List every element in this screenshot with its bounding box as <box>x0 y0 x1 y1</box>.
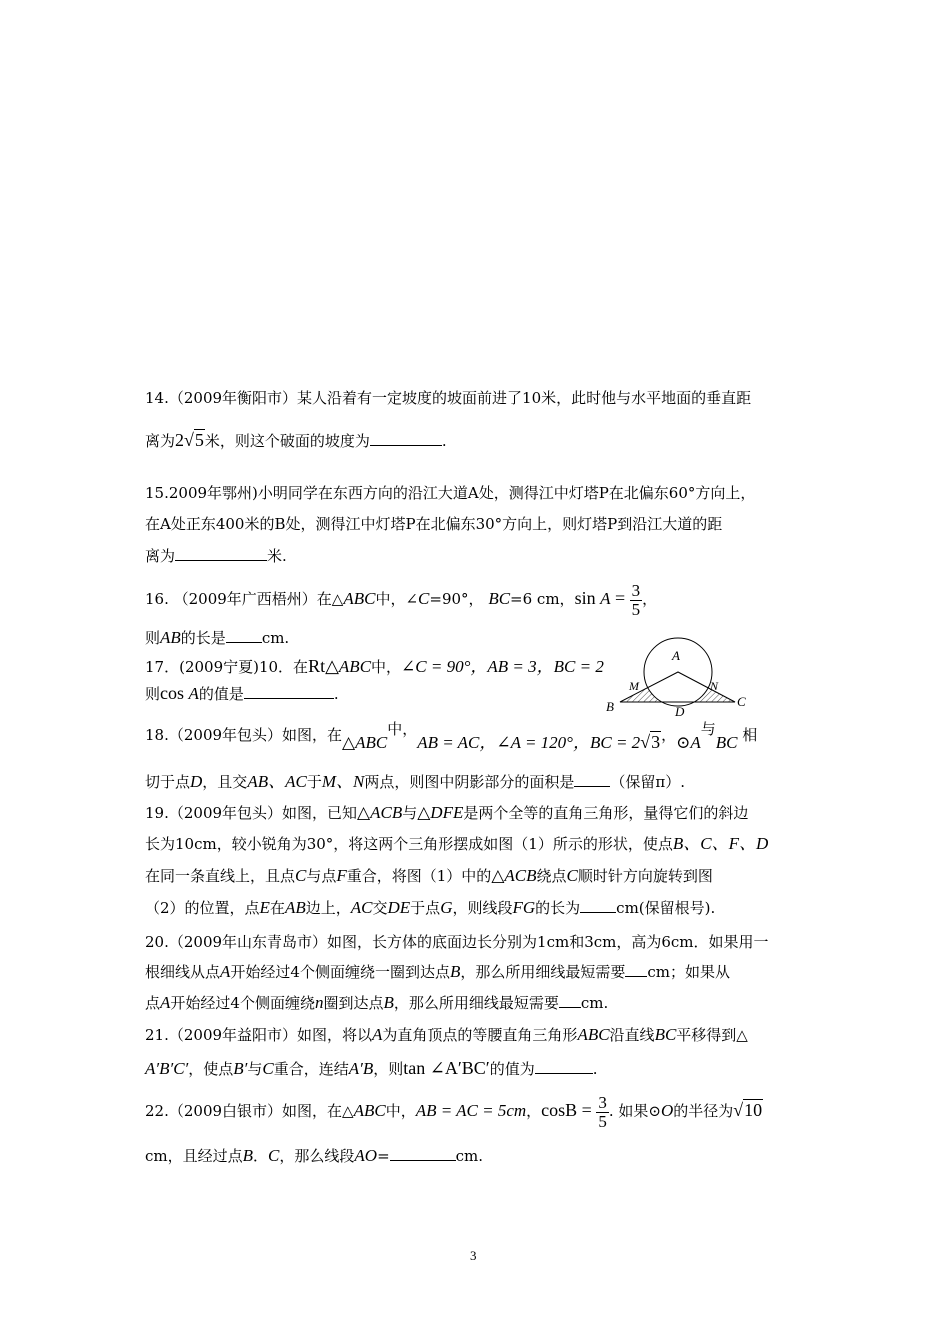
q21-text-2b: 与 <box>247 1060 263 1078</box>
q20-line3 <box>145 993 608 1013</box>
q19-jiao: 交 <box>372 899 388 917</box>
q19-text-2a: 长为10cm，较小锐角为30°，将这两个三角形摆成如图（1）所示的形状，使点 <box>145 835 673 853</box>
q18-text-2c: 于 <box>306 773 322 791</box>
q17-line1 <box>145 656 604 677</box>
q18-sqrt: √3 <box>640 732 661 752</box>
q18-mn: M、N <box>321 772 365 791</box>
q14-line1 <box>145 388 751 408</box>
q20-text-2c: ，那么所用细线最短需要 <box>460 963 626 981</box>
q20-text-2d: cm；如果从 <box>647 963 730 981</box>
q19-ab: AB <box>284 898 306 917</box>
q17-answer-blank <box>244 684 334 699</box>
q22-numerator: 3 <box>598 1092 607 1112</box>
q15-text-3b: 米. <box>267 547 287 565</box>
q22-text-2a: cm，且经过点 <box>145 1147 243 1165</box>
q22-sep: ， <box>526 1102 542 1120</box>
q18-text-2e: （保留π）. <box>610 773 685 791</box>
q16-ab: AB <box>160 628 181 647</box>
q17-angle-condition: ∠C = 90°，AB = 3，BC = 2 <box>401 657 604 676</box>
q21-line1 <box>145 1025 748 1045</box>
q19-text-1a: 19.（2009年包头）如图，已知 <box>145 804 358 822</box>
q15-line1 <box>145 483 755 503</box>
q22-equality: AB = AC = 5cm <box>415 1101 527 1120</box>
q14-text-1: 14.（2009年衡阳市）某人沿着有一定坡度的坡面前进了10米，此时他与水平地面的垂直距 <box>145 389 752 407</box>
q21-bprime: B′ <box>233 1059 248 1078</box>
q22-abc: ABC <box>353 1101 386 1120</box>
label-a: A <box>672 648 680 663</box>
q20-b-2: B <box>383 993 394 1012</box>
q16-text-mid3: =6 cm， <box>510 590 575 608</box>
q22-text-1b: 中， <box>385 1102 416 1120</box>
q14-text-2b: 米，则这个破面的坡度为 <box>204 432 370 450</box>
label-n: N <box>710 679 719 693</box>
q21-bc: BC <box>654 1025 677 1044</box>
label-d: D <box>675 704 685 718</box>
q20-text-2b: 开始经过4个侧面缠绕一圈到达点 <box>230 963 450 981</box>
q19-text-3d: 绕点 <box>536 867 567 885</box>
q21-text-2d: ，则 <box>373 1060 404 1078</box>
q15-text-2: 在A处正东400米的B处，测得江中灯塔P在北偏东30°方向上，则灯塔P到沿江大道的距 <box>145 515 723 533</box>
q19-text-4e: cm(保留根号). <box>616 899 716 917</box>
q21-text-1b: 为直角顶点的等腰直角三角形 <box>382 1026 578 1044</box>
q21-tan: tan ∠A′BC′ <box>403 1058 490 1078</box>
q19-text-4b: 于点 <box>410 899 441 917</box>
q19-zai: 在 <box>269 899 285 917</box>
q16-abc: ABC <box>343 589 376 608</box>
q20-line1 <box>145 932 769 952</box>
q18-bc: BC <box>715 733 738 752</box>
q21-text-1a: 21.（2009年益阳市）如图，将以 <box>145 1026 373 1044</box>
q20-a: A <box>220 962 231 981</box>
q18-triangle: △ABC <box>342 733 388 752</box>
q21-text-2c: 重合，连结 <box>273 1060 349 1078</box>
q16-c: C <box>418 589 430 608</box>
q20-answer-blank-1 <box>625 962 647 977</box>
q18-circle-a: ⊙A <box>676 733 701 752</box>
q19-line4 <box>145 898 715 918</box>
q17-text-1b: 中， <box>371 658 402 676</box>
q16-line2 <box>145 628 289 648</box>
q17-cos: cos <box>160 683 189 703</box>
q22-dot: ． <box>253 1147 269 1165</box>
q15-text-3a: 离为 <box>145 547 176 565</box>
q16-sin: sin <box>574 588 601 608</box>
q20-text-3e: cm. <box>580 994 609 1012</box>
q22-answer-blank <box>390 1146 456 1161</box>
q22-denominator: 5 <box>598 1111 607 1131</box>
q22-sqrt: √10 <box>733 1100 763 1120</box>
q21-aprime: A′B′C′ <box>145 1059 189 1078</box>
q16-answer-blank <box>226 628 262 643</box>
q20-text-3d: ，那么所用细线最短需要 <box>393 994 559 1012</box>
q22-o: O <box>660 1101 674 1120</box>
q14-text-2a: 离为 <box>145 432 176 450</box>
q22-ao: AO <box>354 1146 378 1165</box>
q16-numerator: 3 <box>631 580 641 600</box>
q21-end: . <box>592 1060 598 1078</box>
q22-c: C <box>268 1146 280 1165</box>
q16-bc: BC <box>488 589 511 608</box>
q14-radicand: 5 <box>194 430 204 450</box>
q19-c: C <box>295 866 307 885</box>
q17-text-2b: 的值是 <box>198 685 244 703</box>
q19-yu: 与 <box>402 804 418 822</box>
q18-line2 <box>145 772 685 792</box>
q20-text-3c: 圈到达点 <box>323 994 384 1012</box>
q22-fraction <box>596 1094 609 1131</box>
q21-text-2e: 的值为 <box>489 1060 535 1078</box>
q22-text-2c: = <box>377 1147 390 1165</box>
q15-line3 <box>145 546 287 566</box>
q17-abc: ABC <box>338 657 372 676</box>
q19-e: E <box>259 898 270 917</box>
q16-text-mid2: =90°， <box>429 590 489 608</box>
q22-line1 <box>145 1092 763 1131</box>
q16-text-2c: cm. <box>261 629 290 647</box>
q19-fg: FG <box>512 898 536 917</box>
q20-a-2: A <box>160 993 171 1012</box>
q18-text-2d: 两点，则图中阴影部分的面积是 <box>364 773 575 791</box>
q19-ac: AC <box>350 898 373 917</box>
page-number: 3 <box>470 1248 477 1263</box>
q19-text-3c: 重合，将图（1）中的 <box>346 867 492 885</box>
q19-tri-acb-2: △ACB <box>491 866 537 885</box>
q17-text-2a: 则 <box>145 685 161 703</box>
q18-line1 <box>145 716 757 753</box>
q19-line3 <box>145 866 713 886</box>
q14-coef: 2 <box>175 430 185 450</box>
q14-answer-blank <box>370 431 442 446</box>
q16-line1 <box>145 580 657 619</box>
q19-text-3e: 顺时针方向旋转到图 <box>577 867 713 885</box>
q20-n: n <box>314 993 324 1012</box>
q22-text-1a: 22.（2009白银市）如图，在△ <box>145 1102 354 1120</box>
q21-text-1c: 沿直线 <box>609 1026 655 1044</box>
q18-geometry-figure <box>600 632 760 718</box>
q19-text-4a: （2）的位置，点 <box>145 899 260 917</box>
q18-sep: ， <box>661 726 677 744</box>
q20-text-3b: 开始经过4个侧面缠绕 <box>170 994 315 1012</box>
q18-answer-blank <box>574 772 610 787</box>
q19-text-1b: 是两个全等的直角三角形，量得它们的斜边 <box>463 804 749 822</box>
q18-condition: AB = AC，∠A = 120°，BC = 2 <box>417 733 641 752</box>
q16-text-2a: 则 <box>145 629 161 647</box>
q18-d: D <box>190 772 203 791</box>
q20-line2 <box>145 962 730 982</box>
q22-cos: cosB = <box>541 1100 597 1120</box>
q20-text-2a: 根细线从点 <box>145 963 221 981</box>
q20-answer-blank-2 <box>559 993 581 1008</box>
q22-text-1c: . 如果⊙ <box>608 1102 661 1120</box>
q15-line2 <box>145 514 722 534</box>
label-m: M <box>629 679 639 693</box>
q16-text-post: ， <box>642 590 658 608</box>
q14-sqrt-expression: 2√5 <box>175 430 204 450</box>
q18-text-2a: 切于点 <box>145 773 191 791</box>
label-c: C <box>737 694 746 709</box>
q21-a: A <box>372 1025 383 1044</box>
q14-end: . <box>441 432 447 450</box>
q19-text-3b: 与点 <box>306 867 337 885</box>
q19-bian: 边上， <box>305 899 351 917</box>
q21-answer-blank <box>535 1059 593 1074</box>
q19-points: B、C、F、D <box>672 834 769 853</box>
q19-text-4d: 的长为 <box>535 899 581 917</box>
q16-a: A <box>600 589 611 608</box>
q17-text-1a: 17．(2009宁夏)10．在 <box>145 658 309 676</box>
q18-radicand: 3 <box>651 732 661 752</box>
q19-text-3a: 在同一条直线上，且点 <box>145 867 296 885</box>
q17-a: A <box>188 684 199 703</box>
q22-text-2d: cm. <box>455 1147 484 1165</box>
q19-de: DE <box>387 898 411 917</box>
q19-tri-dfe: △DFE <box>417 803 464 822</box>
q21-c: C <box>262 1059 274 1078</box>
q19-tri-acb: △ACB <box>357 803 403 822</box>
q18-xiang: 相 <box>742 726 758 744</box>
q18-yu: 与 <box>700 720 716 738</box>
q18-text-1a: 18.（2009年包头）如图，在 <box>145 726 343 744</box>
q19-text-4c: ，则线段 <box>452 899 513 917</box>
q19-f: F <box>336 866 347 885</box>
q22-line2 <box>145 1146 483 1166</box>
q21-apb: A′B <box>348 1059 374 1078</box>
q22-text-1d: 的半径为 <box>673 1102 734 1120</box>
q17-end: . <box>333 685 339 703</box>
q20-b: B <box>449 962 461 981</box>
q21-abc: ABC <box>577 1025 610 1044</box>
q19-line2 <box>145 834 768 854</box>
label-b: B <box>606 699 614 714</box>
q14-line2 <box>145 430 447 451</box>
q18-text-1b: 中， <box>387 720 418 738</box>
q20-text-1: 20.（2009年山东青岛市）如图，长方体的底面边长分别为1cm和3cm，高为6cm．如果用一 <box>145 933 769 951</box>
q21-line2 <box>145 1058 598 1079</box>
q15-text-1: 15.2009年鄂州)小明同学在东西方向的沿江大道A处，测得江中灯塔P在北偏东60°方向上， <box>145 484 756 502</box>
q19-answer-blank <box>580 898 616 913</box>
q19-c-2: C <box>566 866 578 885</box>
q17-rt: Rt△ <box>308 656 339 676</box>
q17-line2 <box>145 683 339 704</box>
q16-text-pre: 16. （2009年广西梧州）在△ <box>145 590 344 608</box>
q16-text-mid1: 中，∠ <box>375 590 419 608</box>
q19-line1 <box>145 803 748 823</box>
q18-abac: AB、AC <box>247 772 307 791</box>
q16-text-2b: 的长是 <box>180 629 226 647</box>
q18-text-2b: ，且交 <box>202 773 248 791</box>
q16-fraction <box>630 582 643 619</box>
q22-b: B <box>242 1146 254 1165</box>
q16-eq: = <box>610 588 630 608</box>
q16-denominator: 5 <box>631 599 641 619</box>
q20-text-3a: 点 <box>145 994 161 1012</box>
q15-answer-blank <box>175 546 267 561</box>
q21-text-2a: ，使点 <box>188 1060 234 1078</box>
q22-radicand: 10 <box>744 1100 763 1120</box>
q19-g: G <box>440 898 453 917</box>
q21-text-1d: 平移得到△ <box>676 1026 748 1044</box>
q22-text-2b: ，那么线段 <box>279 1147 355 1165</box>
